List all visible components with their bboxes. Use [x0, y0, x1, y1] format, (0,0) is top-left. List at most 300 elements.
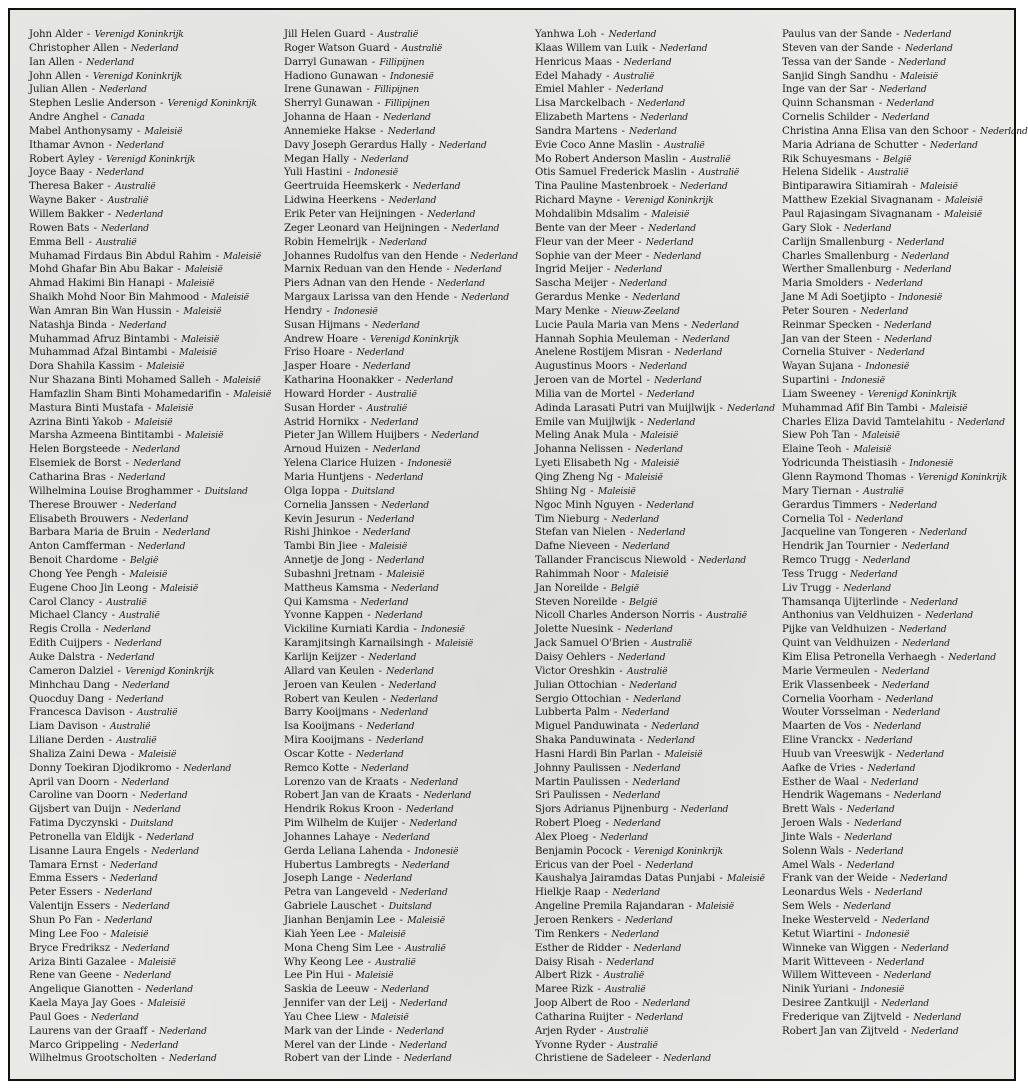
- list-item: [535, 194, 785, 208]
- person-name: Wilhelmus Grootscholten: [29, 1053, 157, 1065]
- separator-dash: -: [621, 125, 625, 137]
- separator-dash: -: [936, 208, 940, 220]
- separator-dash: -: [367, 956, 372, 968]
- person-name: Daisy Risah: [535, 956, 595, 968]
- list-item: [782, 693, 1014, 707]
- person-name: Joop Albert de Roo: [535, 998, 631, 1010]
- list-item: [284, 817, 534, 831]
- person-name: Johnny Paulissen: [535, 762, 621, 774]
- person-name: Maree Rizk: [535, 984, 594, 996]
- country-name: Nederland: [374, 610, 423, 622]
- person-name: Thamsanqa Uijterlinde: [782, 596, 899, 608]
- person-name: Solenn Wals: [782, 845, 844, 857]
- person-name: Mark van der Linde: [284, 1025, 385, 1037]
- person-name: Bente van der Meer: [535, 222, 637, 234]
- person-name: Dafne Nieveen: [535, 541, 611, 553]
- list-item: [535, 70, 785, 84]
- person-name: Yodricunda Theistiasih: [782, 458, 898, 470]
- person-name: Remco Kotte: [284, 762, 350, 774]
- separator-dash: -: [360, 928, 364, 940]
- separator-dash: -: [606, 70, 610, 82]
- list-item: [535, 222, 785, 236]
- list-item: [535, 1039, 785, 1053]
- separator-dash: -: [355, 361, 359, 373]
- list-item: [29, 236, 279, 250]
- separator-dash: -: [892, 70, 896, 82]
- person-name: Werther Smallenburg: [782, 264, 892, 276]
- country-name: Indonesië: [421, 624, 465, 636]
- person-name: Elsemiek de Borst: [29, 458, 122, 470]
- person-name: Hadiono Gunawan: [284, 70, 378, 82]
- country-name: Nederland: [654, 375, 702, 387]
- list-item: [29, 42, 279, 56]
- separator-dash: -: [125, 804, 129, 816]
- list-item: [29, 582, 279, 596]
- list-item: [284, 623, 534, 637]
- person-name: Ineke Westerveld: [782, 915, 870, 926]
- list-item: [284, 443, 534, 457]
- person-name: Marsha Azmeena Bintitambi: [29, 430, 174, 442]
- person-name: Joseph Lange: [284, 873, 353, 885]
- separator-dash: -: [614, 541, 618, 553]
- country-name: Nederland: [633, 693, 681, 705]
- list-item: [284, 526, 534, 540]
- person-name: Emma Essers: [29, 873, 98, 885]
- list-item: [284, 886, 534, 900]
- list-item: [535, 457, 785, 471]
- separator-dash: -: [102, 873, 106, 885]
- country-name: Nederland: [680, 181, 728, 193]
- country-name: Nederland: [375, 735, 424, 747]
- list-item: [782, 416, 1014, 430]
- country-name: Nederland: [368, 651, 417, 663]
- person-name: Richard Mayne: [535, 195, 613, 207]
- country-name: Australië: [617, 1039, 658, 1051]
- person-name: Geertruida Heemskerk: [284, 181, 401, 193]
- country-name: Nederland: [625, 624, 673, 636]
- list-item: [782, 665, 1014, 679]
- list-item: [29, 956, 279, 970]
- separator-dash: -: [645, 250, 650, 262]
- country-name: Nederland: [874, 887, 923, 899]
- country-name: Nederland: [613, 818, 661, 830]
- person-name: Sergio Ottochian: [535, 693, 622, 705]
- person-name: Mary Menke: [535, 305, 600, 317]
- person-name: Margaux Larissa van den Hende: [284, 292, 450, 304]
- list-item: [29, 942, 279, 956]
- person-name: Jan Noreilde: [535, 582, 599, 594]
- list-item: [782, 180, 1014, 194]
- person-name: Sascha Meijer: [535, 278, 608, 290]
- list-item: [284, 568, 534, 582]
- list-item: [782, 554, 1014, 568]
- separator-dash: -: [161, 1053, 165, 1065]
- person-name: Evie Coco Anne Maslin: [535, 139, 653, 151]
- country-name: Nederland: [104, 915, 153, 926]
- country-name: Nederland: [122, 901, 170, 913]
- separator-dash: -: [672, 181, 676, 193]
- separator-dash: -: [852, 305, 857, 317]
- separator-dash: -: [364, 319, 368, 331]
- list-item: [782, 111, 1014, 125]
- separator-dash: -: [912, 181, 916, 193]
- separator-dash: -: [846, 818, 850, 830]
- country-name: Indonesië: [407, 458, 452, 470]
- list-item: [535, 706, 785, 720]
- country-name: Australië: [137, 707, 178, 719]
- list-item: [535, 111, 785, 125]
- separator-dash: -: [854, 555, 859, 567]
- separator-dash: -: [353, 153, 357, 165]
- person-name: John Allen: [29, 70, 82, 82]
- list-item: [782, 706, 1014, 720]
- country-name: Verenigd Koninkrijk: [370, 333, 460, 345]
- list-item: [782, 499, 1014, 513]
- country-name: Maleisië: [183, 305, 222, 317]
- separator-dash: -: [867, 278, 871, 290]
- separator-dash: -: [682, 153, 686, 165]
- separator-dash: -: [147, 402, 152, 414]
- country-name: Nederland: [901, 942, 949, 954]
- list-item: [284, 250, 534, 264]
- person-name: Hendrik Rokus Kroon: [284, 804, 394, 816]
- country-name: Nederland: [896, 748, 944, 760]
- person-name: Robert Jan van Zijtveld: [782, 1025, 899, 1037]
- separator-dash: -: [874, 665, 878, 677]
- separator-dash: -: [151, 1025, 155, 1037]
- list-item: [29, 706, 279, 720]
- separator-dash: -: [652, 42, 656, 54]
- country-name: Nederland: [648, 222, 696, 234]
- country-name: Australië: [106, 596, 147, 608]
- separator-dash: -: [168, 278, 173, 290]
- person-name: Muhammad Afif Bin Tambi: [782, 402, 918, 414]
- person-name: Esther de Waal: [782, 776, 859, 788]
- country-name: Nederland: [881, 665, 930, 677]
- separator-dash: -: [108, 139, 112, 151]
- list-item: [29, 457, 279, 471]
- separator-dash: -: [91, 84, 96, 96]
- separator-dash: -: [93, 222, 97, 234]
- list-item: [782, 208, 1014, 222]
- person-name: Mary Tiernan: [782, 485, 852, 497]
- list-item: [29, 609, 279, 623]
- list-item: [29, 56, 279, 70]
- list-item: [284, 582, 534, 596]
- list-item: [284, 831, 534, 845]
- person-name: Maria Adriana de Schutter: [782, 139, 919, 151]
- list-item: [782, 845, 1014, 859]
- list-item: [782, 485, 1014, 499]
- list-item: [782, 540, 1014, 554]
- person-name: Davy Joseph Gerardus Hally: [284, 139, 427, 151]
- country-name: Maleisië: [625, 472, 663, 483]
- country-name: Nederland: [366, 513, 415, 525]
- list-item: [284, 388, 534, 402]
- country-name: Maleisië: [370, 1011, 409, 1023]
- country-name: Nederland: [372, 444, 421, 456]
- country-name: Nederland: [901, 541, 950, 553]
- list-item: [535, 1011, 785, 1025]
- person-name: Barry Kooijmans: [284, 707, 369, 719]
- separator-dash: -: [632, 430, 637, 442]
- list-item: [535, 166, 785, 180]
- list-item: [535, 499, 785, 513]
- separator-dash: -: [398, 804, 402, 816]
- person-name: Isa Kooijmans: [284, 721, 355, 733]
- list-item: [284, 1011, 534, 1025]
- person-name: Francesca Davison: [29, 707, 126, 719]
- list-item: [782, 83, 1014, 97]
- separator-dash: -: [632, 112, 637, 124]
- country-name: Indonesië: [865, 928, 910, 940]
- separator-dash: -: [380, 901, 385, 913]
- list-item: [782, 803, 1014, 817]
- person-name: Oscar Kotte: [284, 748, 345, 760]
- country-name: Nederland: [360, 762, 409, 774]
- country-name: Maleisië: [920, 181, 958, 193]
- list-item: [29, 969, 279, 983]
- country-name: Nederland: [980, 125, 1028, 137]
- list-item: [284, 1052, 534, 1066]
- person-name: Cameron Dalziel: [29, 665, 114, 677]
- person-name: Darryl Gunawan: [284, 56, 368, 68]
- separator-dash: -: [400, 458, 404, 470]
- list-item: [535, 582, 785, 596]
- country-name: Nederland: [646, 499, 694, 511]
- person-name: Rowen Bats: [29, 222, 90, 234]
- list-item: [284, 803, 534, 817]
- separator-dash: -: [102, 928, 107, 940]
- separator-dash: -: [78, 56, 83, 68]
- separator-dash: -: [592, 831, 597, 843]
- person-name: Rik Schuyesmans: [782, 153, 872, 165]
- country-name: Nederland: [855, 513, 903, 525]
- country-name: Nederland: [99, 84, 147, 96]
- list-item: [284, 596, 534, 610]
- separator-dash: -: [604, 790, 609, 802]
- separator-dash: -: [415, 790, 420, 802]
- list-item: [535, 429, 785, 443]
- list-item: [29, 831, 279, 845]
- separator-dash: -: [374, 831, 378, 843]
- country-name: Nederland: [388, 195, 437, 207]
- person-name: Arjen Ryder: [535, 1025, 596, 1037]
- separator-dash: -: [429, 278, 433, 290]
- person-name: Vickiline Kurniati Kardia: [284, 624, 410, 636]
- country-name: Nederland: [893, 790, 942, 802]
- separator-dash: -: [96, 915, 101, 926]
- list-item: [29, 679, 279, 693]
- separator-dash: -: [698, 610, 703, 622]
- country-name: Nederland: [948, 651, 996, 663]
- country-name: Nederland: [615, 84, 664, 96]
- country-name: Nederland: [913, 1011, 962, 1023]
- list-item: [29, 637, 279, 651]
- person-name: Chong Yee Pengh: [29, 568, 118, 580]
- country-name: Australië: [109, 721, 151, 733]
- list-item: [29, 319, 279, 333]
- list-item: [284, 983, 534, 997]
- country-name: Verenigd Koninkrijk: [624, 195, 714, 207]
- list-item: [284, 928, 534, 942]
- list-item: [284, 776, 534, 790]
- list-item: [29, 859, 279, 873]
- country-name: Nederland: [881, 998, 929, 1010]
- country-name: Australië: [376, 388, 417, 400]
- person-name: Lucie Paula Maria van Mens: [535, 319, 680, 331]
- country-name: Maleisië: [367, 928, 406, 940]
- separator-dash: -: [616, 195, 621, 207]
- country-name: Nederland: [409, 818, 458, 830]
- country-name: Nederland: [118, 319, 167, 331]
- list-item: [535, 125, 785, 139]
- country-name: Nederland: [133, 458, 181, 470]
- list-item: [782, 789, 1014, 803]
- separator-dash: -: [363, 416, 367, 428]
- country-name: Nederland: [862, 555, 911, 567]
- separator-dash: -: [392, 887, 396, 899]
- person-name: Cornelia Voorham: [782, 693, 874, 705]
- person-name: Jack Samuel O'Brien: [535, 638, 640, 650]
- person-name: Meling Anak Mula: [535, 430, 629, 442]
- person-name: Hielkje Raap: [535, 887, 601, 899]
- country-name: Nederland: [645, 859, 694, 871]
- person-name: Sherryl Gunawan: [284, 98, 373, 110]
- separator-dash: -: [865, 721, 870, 733]
- list-item: [29, 208, 279, 222]
- country-name: Maleisië: [211, 292, 249, 304]
- person-name: Mohdalibin Mdsalim: [535, 208, 640, 220]
- country-name: Maleisië: [641, 458, 679, 470]
- list-item: [782, 609, 1014, 623]
- country-name: Nederland: [621, 707, 670, 719]
- country-name: Nederland: [877, 347, 925, 359]
- person-name: Julian Allen: [29, 84, 88, 96]
- country-name: Nederland: [849, 568, 898, 580]
- list-item: [535, 886, 785, 900]
- separator-dash: -: [110, 472, 114, 483]
- separator-dash: -: [624, 292, 629, 304]
- separator-dash: -: [617, 472, 621, 483]
- country-name: Nederland: [399, 1039, 447, 1051]
- list-item: [284, 1025, 534, 1039]
- country-name: Australië: [375, 956, 416, 968]
- list-item: [29, 416, 279, 430]
- list-item: [782, 42, 1014, 56]
- person-name: Ariza Binti Gazalee: [29, 956, 127, 968]
- list-item: [29, 900, 279, 914]
- person-name: Angeline Premila Rajandaran: [535, 901, 685, 913]
- separator-dash: -: [419, 208, 424, 220]
- person-name: Siew Poh Tan: [782, 430, 851, 442]
- separator-dash: -: [366, 84, 370, 96]
- country-name: Nederland: [390, 693, 438, 705]
- separator-dash: -: [884, 707, 889, 719]
- list-item: [535, 56, 785, 70]
- country-name: Maleisië: [929, 402, 968, 414]
- country-name: Nederland: [889, 499, 937, 511]
- list-item: [535, 97, 785, 111]
- country-name: Nederland: [622, 541, 670, 553]
- list-item: [782, 623, 1014, 637]
- list-item: [284, 319, 534, 333]
- person-name: Alex Ploeg: [535, 831, 589, 843]
- list-item: [284, 1039, 534, 1053]
- list-item: [535, 872, 785, 886]
- country-name: Australië: [116, 735, 157, 747]
- country-name: Verenigd Koninkrijk: [167, 98, 257, 110]
- separator-dash: -: [143, 845, 148, 857]
- person-name: Ingrid Meijer: [535, 264, 603, 276]
- country-name: Nederland: [629, 679, 677, 691]
- separator-dash: -: [874, 915, 878, 926]
- separator-dash: -: [107, 181, 111, 193]
- list-item: [782, 457, 1014, 471]
- separator-dash: -: [397, 942, 402, 954]
- list-item: [284, 637, 534, 651]
- separator-dash: -: [656, 139, 660, 151]
- list-item: [535, 845, 785, 859]
- person-name: Mabel Anthonysamy: [29, 125, 133, 137]
- person-name: Qui Kamsma: [284, 596, 349, 608]
- separator-dash: -: [114, 942, 118, 954]
- person-name: Christiene de Sadeleer: [535, 1053, 652, 1065]
- list-item: [535, 762, 785, 776]
- list-item: [535, 402, 785, 416]
- country-name: Nederland: [881, 915, 930, 926]
- person-name: Steven van der Sande: [782, 42, 894, 54]
- list-item: [535, 956, 785, 970]
- country-name: Maleisië: [222, 375, 261, 387]
- separator-dash: -: [619, 665, 623, 677]
- separator-dash: -: [643, 638, 648, 650]
- country-name: Duitsland: [130, 818, 174, 830]
- person-name: Cornelia Janssen: [284, 499, 370, 511]
- person-name: Aafke de Vries: [782, 762, 856, 774]
- list-item: [29, 388, 279, 402]
- separator-dash: -: [375, 112, 379, 124]
- list-item: [782, 526, 1014, 540]
- separator-dash: -: [171, 347, 175, 359]
- person-name: Robert Ploeg: [535, 818, 602, 830]
- person-name: Charles Smallenburg: [782, 250, 890, 262]
- person-name: Robin Hemelrijk: [284, 236, 368, 248]
- country-name: Nederland: [875, 278, 923, 290]
- country-name: Nederland: [121, 942, 170, 954]
- person-name: Elisabeth Brouwers: [29, 513, 129, 525]
- person-name: Otis Samuel Frederick Maslin: [535, 167, 687, 179]
- separator-dash: -: [401, 818, 406, 830]
- list-item: [284, 471, 534, 485]
- list-item: [29, 1052, 279, 1066]
- country-name: Nederland: [674, 347, 723, 359]
- country-name: Nederland: [114, 638, 162, 650]
- country-name: Nederland: [870, 776, 919, 788]
- separator-dash: -: [905, 1011, 910, 1023]
- country-name: Nederland: [423, 790, 472, 802]
- country-name: Nederland: [383, 112, 431, 124]
- list-item: [782, 194, 1014, 208]
- person-name: Liam Sweeney: [782, 388, 856, 400]
- country-name: Nederland: [682, 333, 730, 345]
- person-name: Gary Slok: [782, 222, 832, 234]
- separator-dash: -: [917, 610, 922, 622]
- separator-dash: -: [888, 748, 893, 760]
- separator-dash: -: [835, 901, 839, 913]
- country-name: Australië: [115, 181, 156, 193]
- separator-dash: -: [877, 693, 882, 705]
